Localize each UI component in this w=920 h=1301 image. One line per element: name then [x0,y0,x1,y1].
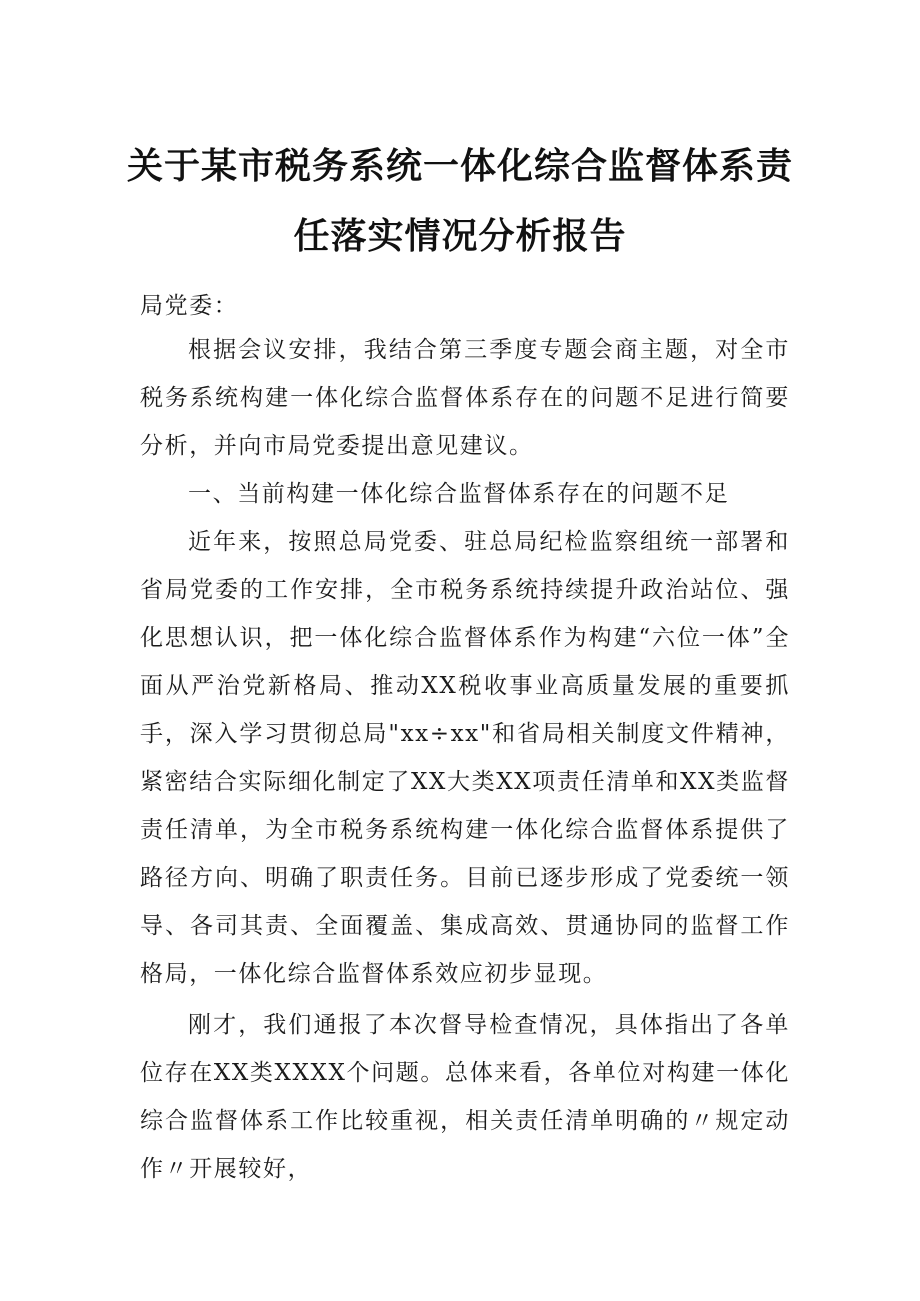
document-title-line-2: 任落实情况分析报告 [293,216,627,257]
intro-paragraph: 根据会议安排，我结合第三季度专题会商主题，对全市税务系统构建一体化综合监督体系存在的问题不足进行简要分析，并向市局党委提出意见建议。 [140,337,790,459]
section-heading: 一、当前构建一体化综合监督体系存在的问题不足 [188,481,730,507]
document-title-line-1: 关于某市税务系统一体化综合监督体系责 [126,146,793,187]
salutation: 局党委： [140,293,239,319]
body-paragraph-1: 近年来，按照总局党委、驻总局纪检监察组统一部署和省局党委的工作安排，全市税务系统持续提升政治站位、强化思想认识，把一体化综合监督体系作为构建“六位一体”全面从严治党新格局、推动XX税收事业高质量发展的重要抓手，深入学习贯彻总局"xx÷xx"和省局相关制度文件精神，紧密结合实际细化制定了XX大类XX项责任清单和XX类监督责任清单，为全市税务系统构建一体化综合监督体系提供了路径方向、明确了职责任务。目前已逐步形成了党委统一领导、各司其责、全面覆盖、集成高效、贯通协同的监督工作格局，一体化综合监督体系效应初步显现。 [140,529,790,987]
body-paragraph-2: 刚才，我们通报了本次督导检查情况，具体指出了各单位存在XX类XXXX个问题。总体来看，各单位对构建一体化综合监督体系工作比较重视，相关责任清单明确的〃规定动作〃开展较好， [140,1012,790,1182]
